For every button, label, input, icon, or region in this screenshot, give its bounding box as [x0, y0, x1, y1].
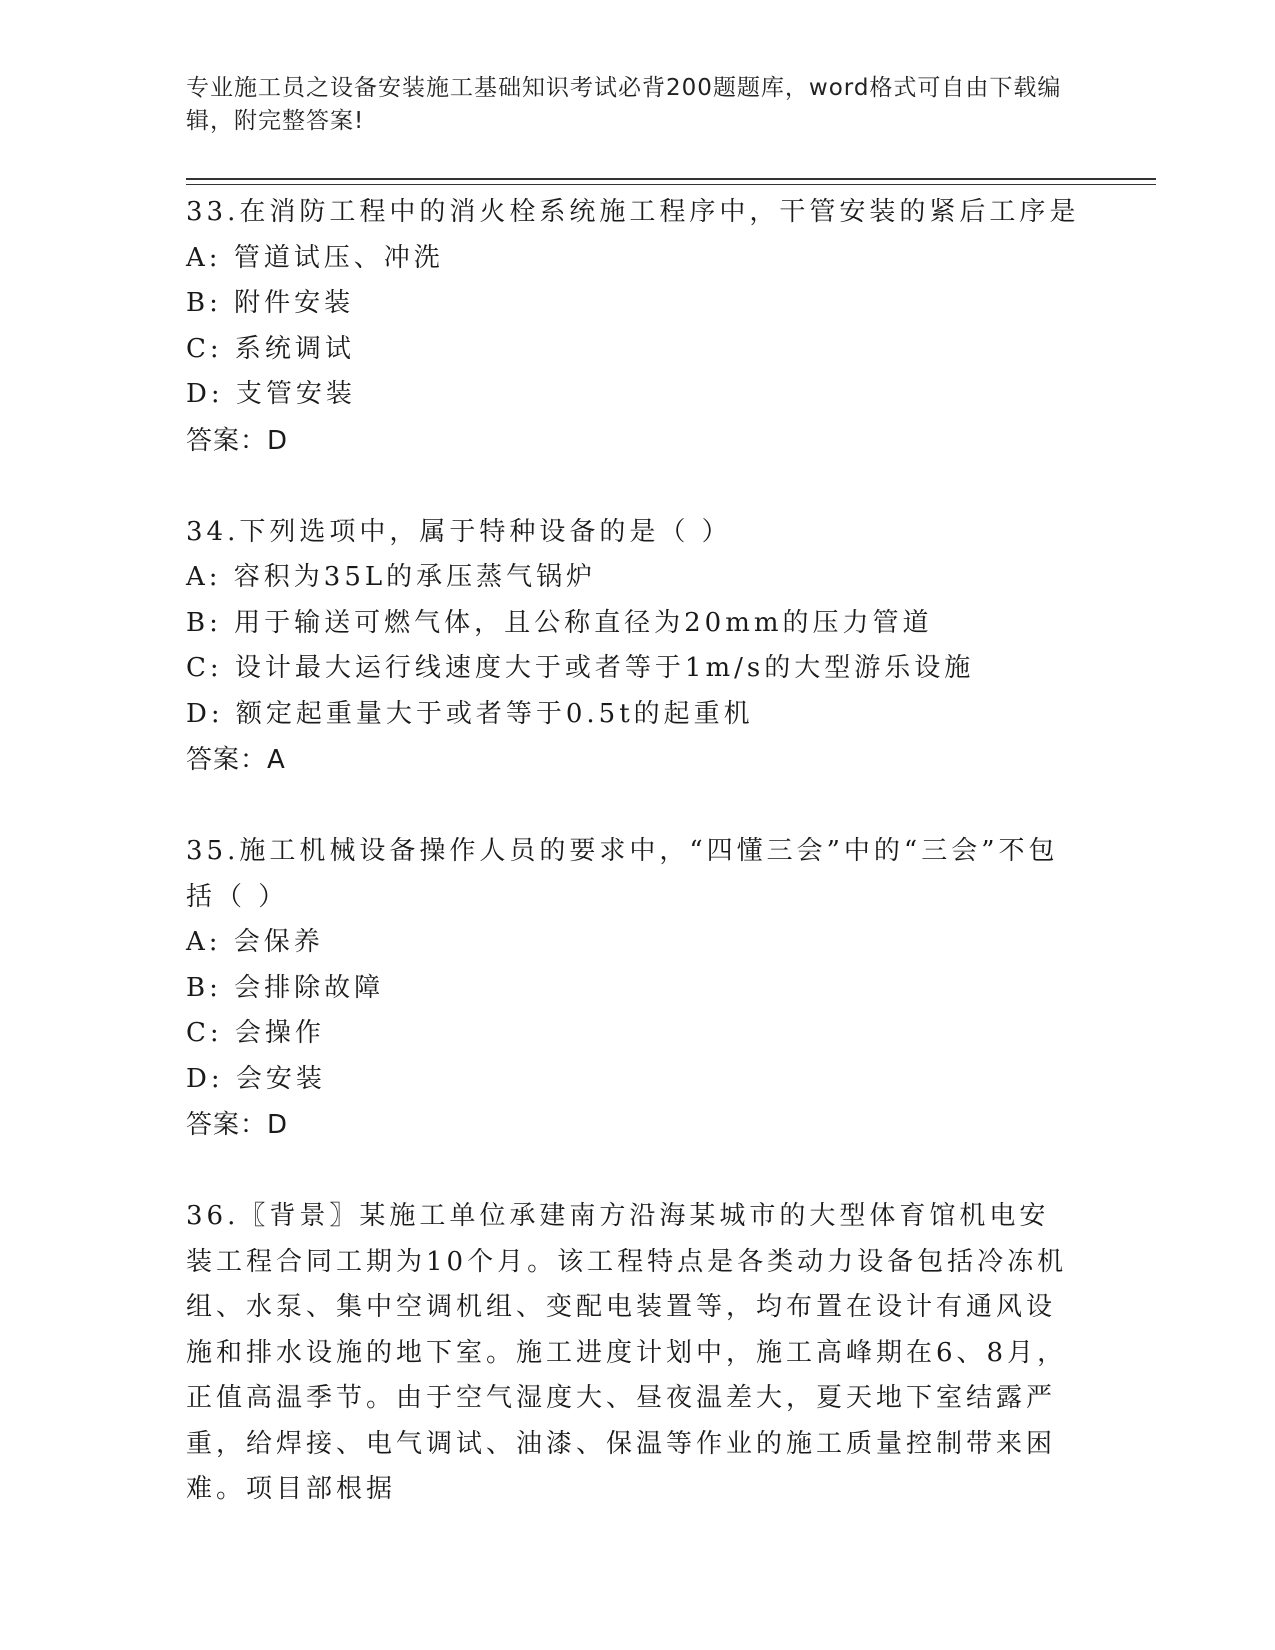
option-b: B: 用于输送可燃气体，且公称直径为20mm的压力管道	[186, 607, 933, 638]
option-c: C: 会操作	[186, 1018, 325, 1048]
option-a: A: 容积为35L的承压蒸气锅炉	[186, 562, 597, 592]
answer-label: 答案：D	[186, 425, 289, 456]
option-c: C: 系统调试	[186, 333, 355, 364]
question-stem: 33.在消防工程中的消火栓系统施工程序中，干管安装的紧后工序是	[186, 197, 1080, 227]
header-divider-thin	[186, 184, 1156, 185]
option-b: B: 会排除故障	[186, 972, 385, 1003]
question-stem: 34.下列选项中，属于特种设备的是（ ）	[186, 516, 732, 547]
option-a: A: 会保养	[186, 927, 324, 957]
option-b: B: 附件安装	[186, 288, 355, 318]
option-c: C: 设计最大运行线速度大于或者等于1m/s的大型游乐设施	[186, 653, 975, 683]
document-header-title: 专业施工员之设备安装施工基础知识考试必背200题题库，word格式可自由下载编辑，附完整答案!	[186, 75, 1062, 134]
answer-label: 答案：D	[186, 1110, 289, 1140]
question-35	[186, 829, 1076, 1148]
question-list	[186, 190, 1080, 1559]
header-divider-thick	[186, 178, 1156, 180]
question-stem: 36.〖背景〗某施工单位承建南方沿海某城市的大型体育馆机电安装工程合同工期为10个月。该工程特点是各类动力设备包括冷冻机组、水泵、集中空调机组、变配电装置等，均布置在设计有通风设施和排水设施的地下室。施工进度计划中，施工高峰期在6、8月，正值高温季节。由于空气湿度大、昼夜温差大，夏天地下室结露严重，给焊接、电气调试、油漆、保温等作业的施工质量控制带来困难。项目部根据	[186, 1201, 1068, 1504]
option-d: D: 额定起重量大于或者等于0.5t的起重机	[186, 698, 754, 729]
option-a: A: 管道试压、冲洗	[186, 242, 444, 273]
option-d: D: 会安装	[186, 1063, 326, 1094]
question-34	[186, 510, 1076, 784]
answer-label: 答案：A	[186, 745, 286, 775]
option-d: D: 支管安装	[186, 379, 356, 409]
question-36	[186, 1194, 1076, 1513]
question-stem: 35.施工机械设备操作人员的要求中，“四懂三会”中的“三会”不包括（ ）	[186, 836, 1059, 912]
question-33	[186, 190, 1080, 464]
